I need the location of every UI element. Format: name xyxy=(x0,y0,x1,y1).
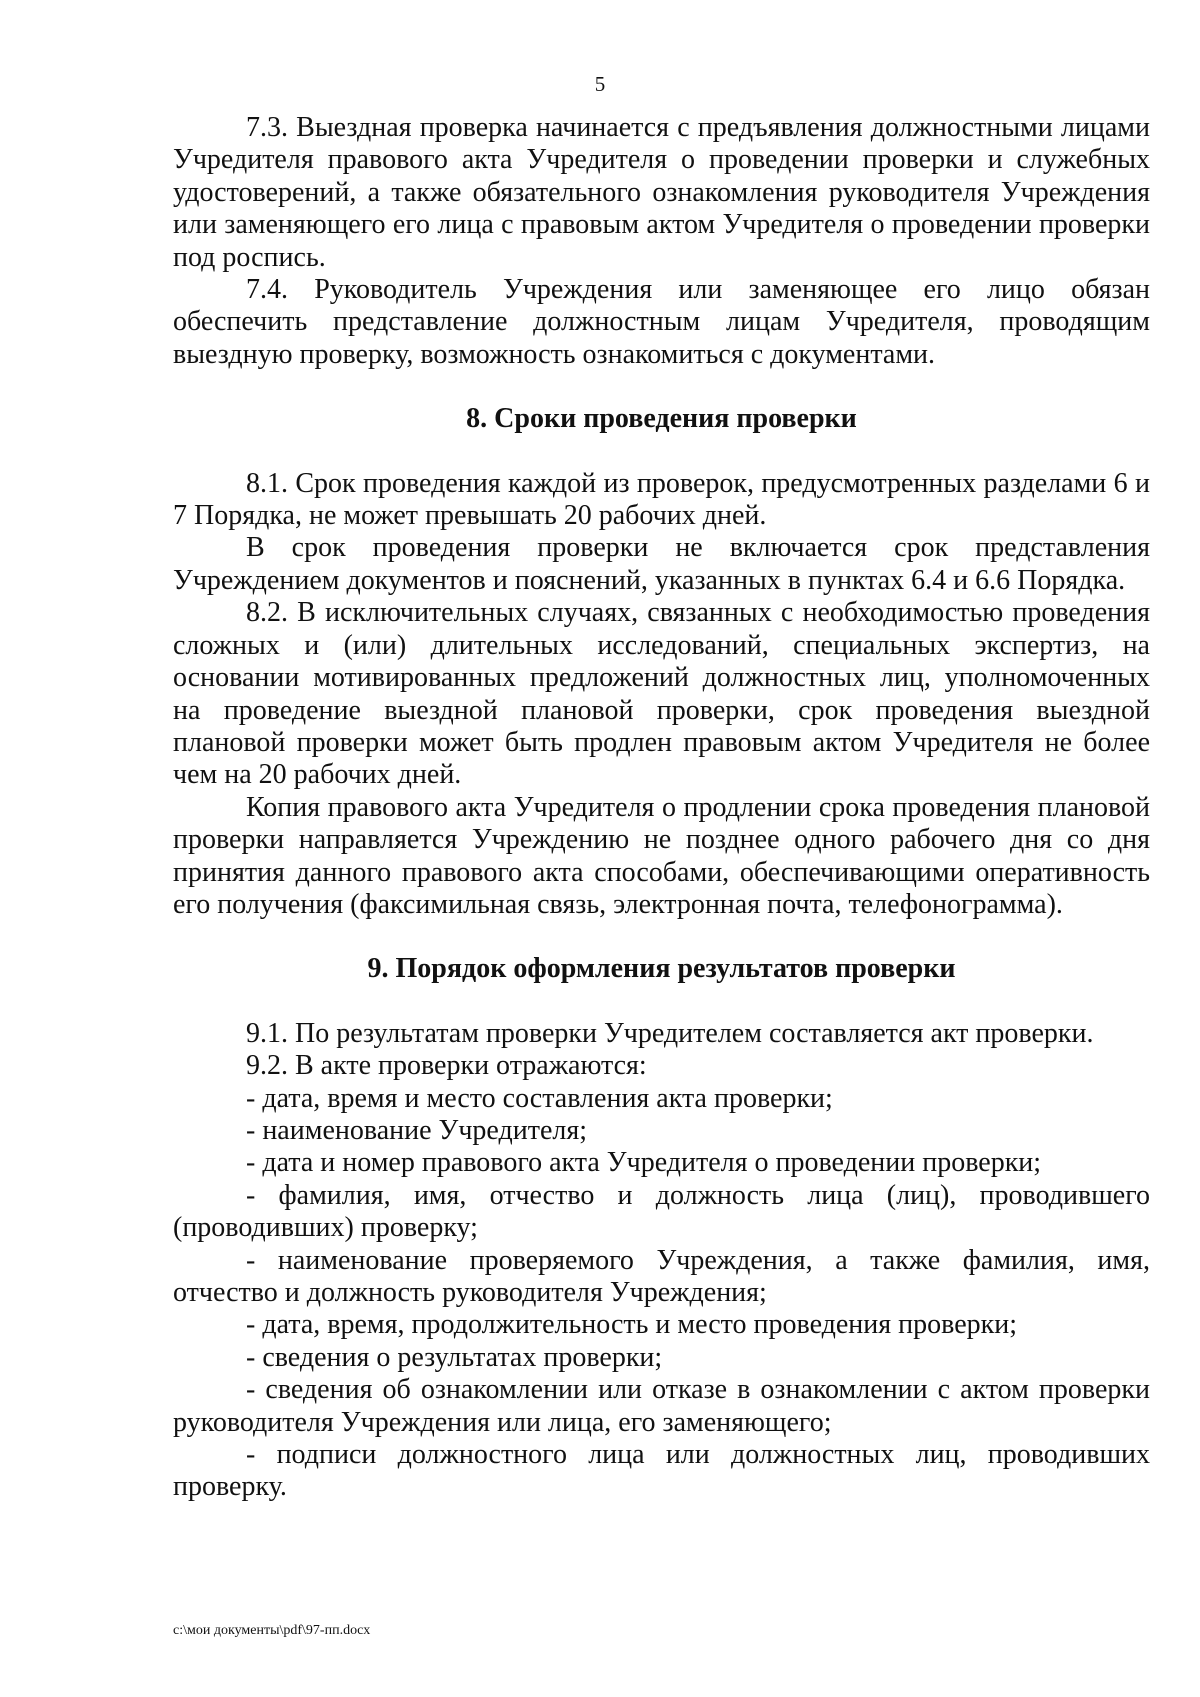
list-item: - подписи должностного лица или должностных лиц, проводивших проверку. xyxy=(173,1439,1150,1503)
document-body xyxy=(173,112,1150,1504)
list-item: - наименование Учредителя; xyxy=(246,1114,588,1146)
paragraph-8-1: 8.1. Срок проведения каждой из проверок, предусмотренных разделами 6 и 7 Порядка, не может превышать 20 рабочих дней. xyxy=(173,467,1150,532)
file-path-footer: c:\мои документы\pdf\97-пп.docx xyxy=(173,1623,371,1638)
section-9-heading: 9. Порядок оформления результатов проверки xyxy=(367,953,956,985)
list-item: - дата, время, продолжительность и место проведения проверки; xyxy=(246,1309,1017,1341)
paragraph-9-1: 9.1. По результатам проверки Учредителем составляется акт проверки. xyxy=(246,1017,1094,1049)
paragraph-8-2: 8.2. В исключительных случаях, связанных с необходимостью проведения сложных и (или) длительных исследований, специальных экспертиз, на основании мотивированных предложений должностных лиц, уполномоченных на проведение выездной плановой проверки, срок проведения выездной плановой проверки может быть продлен правовым актом Учредителя не более чем на 20 рабочих дней. xyxy=(173,597,1150,791)
list-item: - сведения о результатах проверки; xyxy=(246,1341,663,1373)
list-item: - дата, время и место составления акта проверки; xyxy=(246,1082,833,1114)
paragraph-8-1-note: В срок проведения проверки не включается срок представления Учреждением документов и пояснений, указанных в пунктах 6.4 и 6.6 Порядка. xyxy=(173,532,1150,596)
list-item: - фамилия, имя, отчество и должность лица (лиц), проводившего (проводивших) проверку; xyxy=(173,1179,1150,1244)
paragraph-7-3: 7.3. Выездная проверка начинается с предъявления должностными лицами Учредителя правового акта Учредителя о проведении проверки и служебных удостоверений, а также обязательного ознакомления руководителя Учреждения или заменяющего его лица с правовым актом Учредителя о проведении проверки под роспись. xyxy=(173,112,1150,273)
paragraph-7-4: 7.4. Руководитель Учреждения или заменяющее его лицо обязан обеспечить представление должностным лицам Учредителя, проводящим выездную проверку, возможность ознакомиться с документами. xyxy=(173,274,1150,370)
section-8-heading: 8. Сроки проведения проверки xyxy=(466,403,857,435)
paragraph-9-2: 9.2. В акте проверки отражаются: xyxy=(246,1050,647,1082)
list-item: - сведения об ознакомлении или отказе в ознакомлении с актом проверки руководителя Учреждения или лица, его заменяющего; xyxy=(173,1374,1150,1438)
page-number: 5 xyxy=(594,72,606,96)
list-item: - наименование проверяемого Учреждения, а также фамилия, имя, отчество и должность руководителя Учреждения; xyxy=(173,1244,1150,1308)
list-item: - дата и номер правового акта Учредителя о проведении проверки; xyxy=(246,1147,1042,1179)
paragraph-8-2-copy: Копия правового акта Учредителя о продлении срока проведения плановой проверки направляется Учреждению не позднее одного рабочего дня со дня принятия данного правового акта способами, обеспечивающими оперативность его получения (факсимильная связь, электронная почта, телефонограмма). xyxy=(173,791,1150,920)
